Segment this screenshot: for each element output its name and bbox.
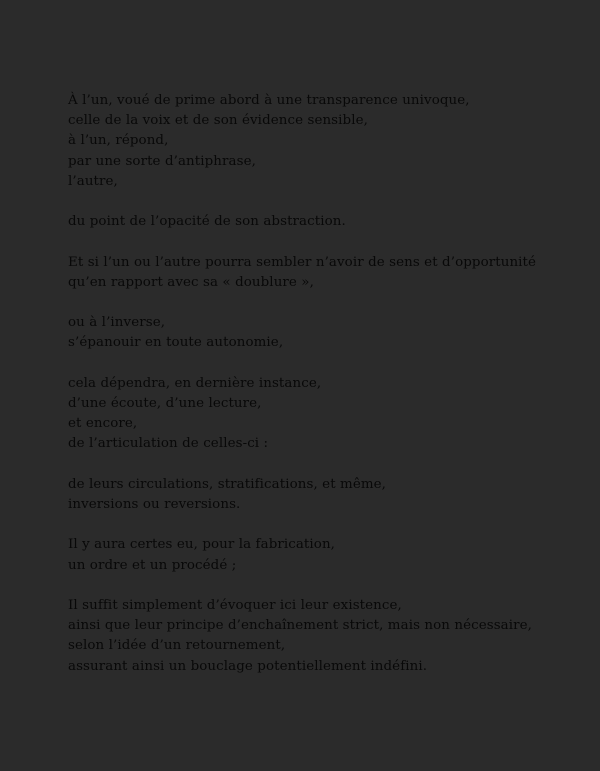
text-line: de l’articulation de celles-ci :: [68, 436, 269, 452]
text-line: Et si l’un ou l’autre pourra sembler n’avoir de sens et d’opportunité: [68, 254, 537, 270]
text-line: Il y aura certes eu, pour la fabrication,: [68, 537, 336, 553]
text-line: l’autre,: [68, 173, 118, 189]
text-line: assurant ainsi un bouclage potentiellement indéfini.: [68, 658, 428, 674]
text-line: à l’un, répond,: [68, 133, 169, 149]
text-line: qu’en rapport avec sa « doublure »,: [68, 274, 314, 290]
text-line: et encore,: [68, 416, 138, 432]
text-line: de leurs circulations, stratifications, et même,: [68, 476, 387, 492]
stanza-2: [68, 212, 578, 232]
text-line: cela dépendra, en dernière instance,: [68, 375, 322, 391]
text-line: Il suffit simplement d’évoquer ici leur existence,: [68, 597, 402, 613]
text-line: selon l’idée d’un retournement,: [68, 638, 286, 654]
text-line: par une sorte d’antiphrase,: [68, 153, 256, 169]
stanza-3: [68, 253, 578, 293]
stanza-8: [68, 596, 578, 677]
text-line: inversions ou reversions.: [68, 496, 241, 512]
stanza-4: [68, 313, 578, 353]
text-line: celle de la voix et de son évidence sensible,: [68, 113, 368, 129]
stanza-5: [68, 374, 578, 455]
text-line: du point de l’opacité de son abstraction.: [68, 214, 346, 230]
text-line: ou à l’inverse,: [68, 315, 166, 331]
text-line: s’épanouir en toute autonomie,: [68, 335, 284, 351]
poem-text: [68, 91, 578, 697]
text-line: un ordre et un procédé ;: [68, 557, 237, 573]
text-line: d’une écoute, d’une lecture,: [68, 395, 262, 411]
text-line: À l’un, voué de prime abord à une transparence univoque,: [68, 93, 470, 108]
stanza-1: [68, 91, 578, 192]
stanza-6: [68, 475, 578, 515]
stanza-7: [68, 535, 578, 575]
text-line: ainsi que leur principe d’enchaînement strict, mais non nécessaire,: [68, 618, 533, 634]
